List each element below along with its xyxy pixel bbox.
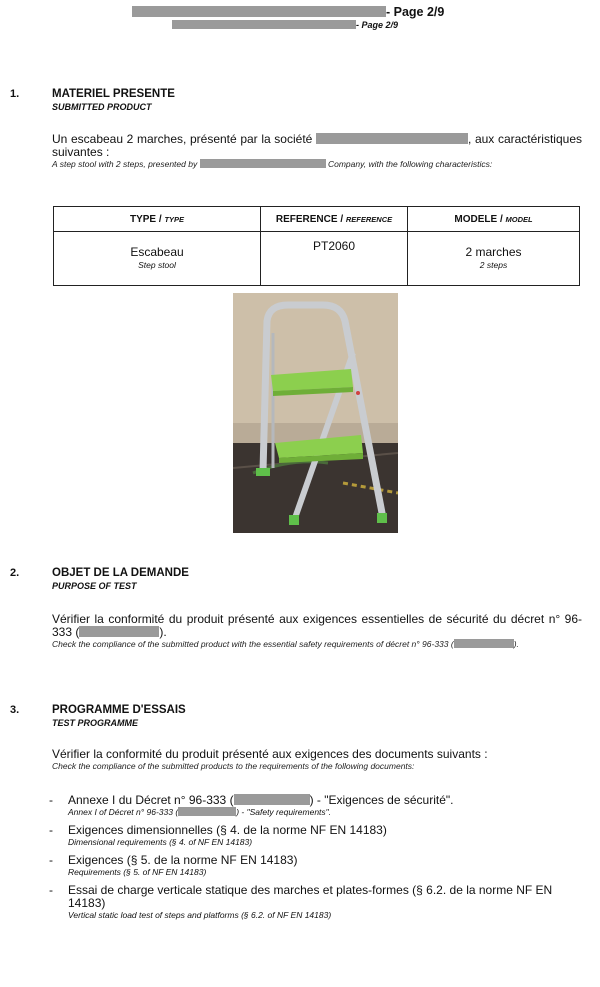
cell-text-en: Step stool <box>138 259 176 270</box>
paragraph-text-fr: ). <box>159 625 167 639</box>
section-number: 3. <box>10 704 20 716</box>
list-item-text-fr: Exigences (§ 5. de la norme NF EN 14183) <box>68 853 298 867</box>
section-number: 1. <box>10 88 20 100</box>
redacted-text <box>79 626 159 637</box>
section-number: 2. <box>10 567 20 579</box>
column-header-en: MODEL <box>505 214 533 224</box>
column-header <box>261 207 408 232</box>
list-item-text-en-a: Annex I of Décret n° 96-333 ( <box>68 807 179 817</box>
page-header <box>132 5 444 19</box>
table-row <box>54 232 580 286</box>
list-item <box>44 884 584 920</box>
list-item-text-fr: Exigences dimensionnelles (§ 4. de la norme NF EN 14183) <box>68 823 387 837</box>
section-subtitle: SUBMITTED PRODUCT <box>52 102 152 112</box>
paragraph-text-en <box>52 639 582 649</box>
product-table <box>53 206 580 286</box>
requirements-list <box>44 794 584 927</box>
table-cell <box>54 232 261 286</box>
list-item-text-en: Requirements (§ 5. of NF EN 14183) <box>68 867 207 877</box>
list-dash: - <box>49 823 53 837</box>
paragraph-text-en-b: ). <box>513 639 519 649</box>
paragraph-text-en-b: Company, with the following characteristics: <box>327 159 493 169</box>
section-subtitle: TEST PROGRAMME <box>52 718 139 728</box>
list-item <box>44 794 584 817</box>
paragraph-text-fr: , aux caractéristiques suivantes : <box>52 132 582 159</box>
product-photo <box>233 293 398 533</box>
list-item <box>44 854 584 877</box>
paragraph-text-fr: Vérifier la conformité du produit présenté aux exigences essentielles de sécurité du décret n° 96-333 ( <box>52 612 582 639</box>
list-item-text-en: Dimensional requirements (§ 4. of NF EN 14183) <box>68 837 253 847</box>
table-header-row <box>54 207 580 232</box>
list-item-text-fr: Annexe I du Décret n° 96-333 ( <box>68 793 234 807</box>
column-header-fr: TYPE / <box>129 213 162 225</box>
paragraph-text-en: Check the compliance of the submitted products to the requirements of the following documents: <box>52 761 415 771</box>
cell-text-fr: 2 marches <box>465 244 522 259</box>
redacted-text <box>178 807 236 816</box>
list-item-text-en-b: ) - "Safety requirements". <box>236 807 332 817</box>
list-item-text-fr: Essai de charge verticale statique des marches et plates-formes (§ 6.2. de la norme NF EN 14183) <box>68 883 553 910</box>
section-title: MATERIEL PRESENTE <box>52 88 175 100</box>
paragraph-text-fr: Un escabeau 2 marches, présenté par la société <box>52 132 313 146</box>
column-header <box>408 207 580 232</box>
column-header-en: REFERENCE <box>345 214 393 224</box>
section-title: PROGRAMME D'ESSAIS <box>52 704 186 716</box>
paragraph-text-en-a: A step stool with 2 steps, presented by <box>52 159 198 169</box>
paragraph <box>52 613 582 649</box>
section-title: OBJET DE LA DEMANDE <box>52 567 189 579</box>
redacted-text <box>234 794 310 805</box>
redacted-company <box>200 159 326 168</box>
step-stool-image <box>233 293 398 533</box>
redacted-text <box>454 639 514 648</box>
list-item <box>44 824 584 847</box>
cell-text-fr: PT2060 <box>312 239 356 253</box>
page-header-en <box>172 20 398 30</box>
table-cell <box>408 232 580 286</box>
list-item-text-fr: ) - "Exigences de sécurité". <box>309 793 454 807</box>
page-number-en: - Page 2/9 <box>356 20 399 30</box>
list-item-text-en <box>68 807 584 817</box>
list-item-text-en: Vertical static load test of steps and platforms (§ 6.2. of NF EN 14183) <box>68 910 332 920</box>
section-subtitle: PURPOSE OF TEST <box>52 581 137 591</box>
paragraph <box>52 133 582 169</box>
redacted-company <box>132 6 386 17</box>
column-header-fr: MODELE / <box>454 213 503 225</box>
list-dash: - <box>49 853 53 867</box>
page-number: - Page 2/9 <box>386 5 445 19</box>
paragraph-text-en-a: Check the compliance of the submitted product with the essential safety requirements of décret n° 96-333 ( <box>52 639 454 649</box>
cell-text-en: 2 steps <box>479 259 508 270</box>
column-header-fr: REFERENCE / <box>275 213 344 225</box>
column-header <box>54 207 261 232</box>
column-header-en: TYPE <box>164 214 185 224</box>
redacted-company <box>316 133 468 144</box>
list-dash: - <box>49 883 53 897</box>
list-dash: - <box>49 793 53 807</box>
table-cell <box>261 232 408 286</box>
redacted-company <box>172 20 356 29</box>
paragraph-text-fr: Vérifier la conformité du produit présenté aux exigences des documents suivants : <box>52 747 488 761</box>
paragraph <box>52 748 582 771</box>
cell-text-fr: Escabeau <box>130 244 184 259</box>
paragraph-text-en <box>52 159 582 169</box>
